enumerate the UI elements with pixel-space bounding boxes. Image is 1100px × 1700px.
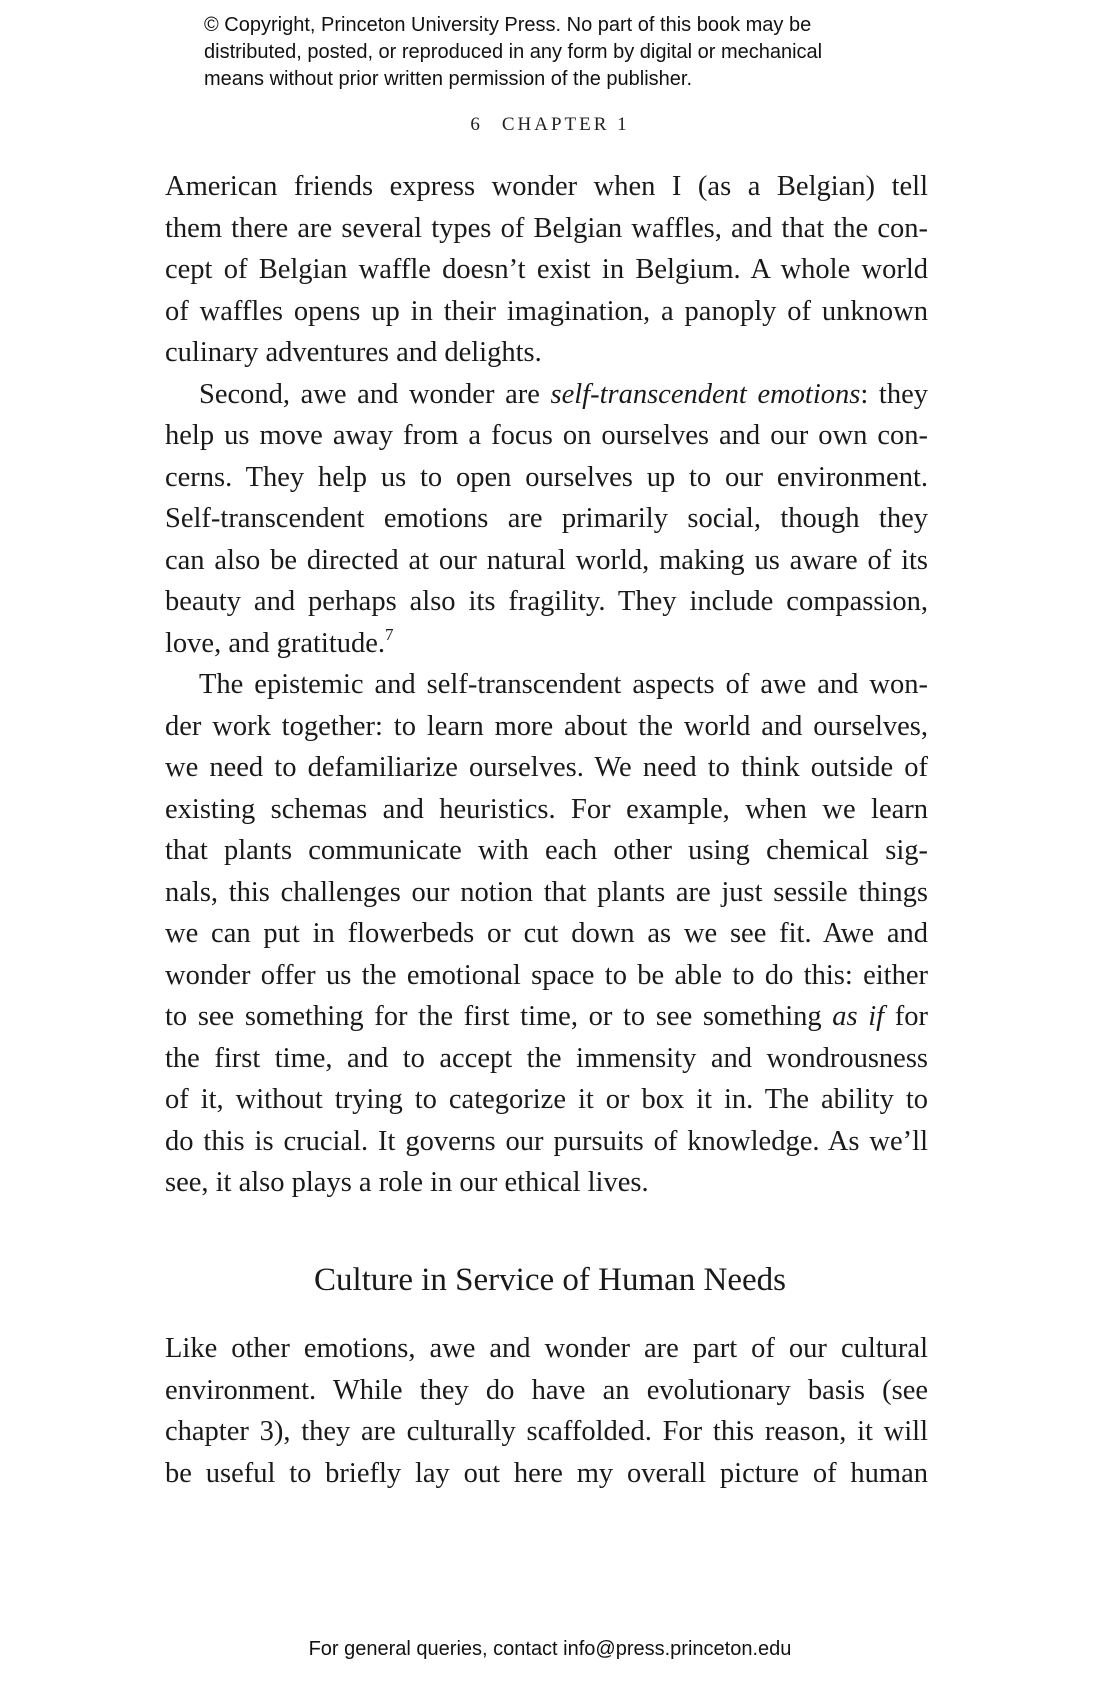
text-line: be useful to briefly lay out here my overall picture of human bbox=[165, 1457, 928, 1489]
text-line: beauty and perhaps also its fragility. They include compassion, bbox=[165, 586, 928, 617]
text-line: help us move away from a focus on ourselves and our own con- bbox=[165, 420, 928, 451]
text-line: Like other emotions, awe and wonder are part of our cultural bbox=[165, 1333, 928, 1364]
text-run: : they bbox=[860, 378, 928, 410]
running-head bbox=[0, 114, 1100, 136]
text-line: Self-transcendent emotions are primarily social, though they bbox=[165, 503, 928, 534]
text-line: we need to defamiliarize ourselves. We need to think outside of bbox=[165, 752, 928, 783]
text-line: der work together: to learn more about the world and ourselves, bbox=[165, 710, 928, 742]
footer-contact: For general queries, contact info@press.princeton.edu bbox=[308, 1638, 792, 1660]
text-line: of it, without trying to categorize it or box it in. The ability to bbox=[165, 1084, 928, 1115]
italic-term: self-transcendent emotions bbox=[550, 378, 861, 410]
text-line bbox=[165, 996, 928, 1038]
section-heading: Culture in Service of Human Needs bbox=[314, 1262, 786, 1298]
text-line: cept of Belgian waffle doesn’t exist in Belgium. A whole world bbox=[165, 254, 928, 285]
text-line bbox=[165, 374, 928, 416]
text-line: chapter 3), they are culturally scaffolded. For this reason, it will bbox=[165, 1416, 928, 1447]
copyright-line: © Copyright, Princeton University Press. No part of this book may be bbox=[204, 14, 812, 36]
copyright-line: distributed, posted, or reproduced in any form by digital or mechanical bbox=[204, 41, 823, 63]
text-line: we can put in flowerbeds or cut down as we see fit. Awe and bbox=[165, 918, 928, 949]
chapter-label: CHAPTER 1 bbox=[501, 114, 630, 135]
text-line: can also be directed at our natural world, making us aware of its bbox=[165, 544, 928, 576]
text-line: do this is crucial. It governs our pursuits of knowledge. As we’ll bbox=[165, 1125, 928, 1157]
text-line: see, it also plays a role in our ethical lives. bbox=[165, 1167, 649, 1198]
italic-term: as if bbox=[832, 1001, 885, 1032]
body-text-upper bbox=[165, 166, 928, 1204]
footnote-marker: 7 bbox=[385, 624, 394, 644]
text-line bbox=[165, 623, 928, 665]
text-line: culinary adventures and delights. bbox=[165, 337, 542, 368]
text-line: American friends express wonder when I (as a Belgian) tell bbox=[165, 171, 928, 202]
text-line: them there are several types of Belgian waffles, and that the con- bbox=[165, 212, 928, 244]
copyright-line: means without prior written permission of the publisher. bbox=[204, 68, 693, 90]
body-text-lower bbox=[165, 1328, 928, 1494]
text-line: wonder offer us the emotional space to be able to do this: either bbox=[165, 959, 928, 991]
text-line: environment. While they do have an evolutionary basis (see bbox=[165, 1374, 928, 1406]
text-line: cerns. They help us to open ourselves up to our environment. bbox=[165, 461, 928, 493]
copyright-notice bbox=[204, 12, 924, 93]
text-line: of waffles opens up in their imagination, a panoply of unknown bbox=[165, 295, 928, 327]
text-run: for bbox=[884, 1001, 928, 1032]
text-line: existing schemas and heuristics. For example, when we learn bbox=[165, 793, 928, 825]
text-run: Second, awe and wonder are bbox=[199, 378, 551, 410]
text-line: The epistemic and self-transcendent aspects of awe and won- bbox=[199, 669, 928, 700]
text-line: that plants communicate with each other using chemical sig- bbox=[165, 835, 928, 866]
page-number: 6 bbox=[470, 114, 480, 135]
text-line: the first time, and to accept the immensity and wondrousness bbox=[165, 1042, 928, 1074]
text-line: nals, this challenges our notion that plants are just sessile things bbox=[165, 876, 928, 908]
text-run: love, and gratitude. bbox=[165, 627, 386, 659]
text-run: to see something for the first time, or to see something bbox=[165, 1001, 833, 1032]
